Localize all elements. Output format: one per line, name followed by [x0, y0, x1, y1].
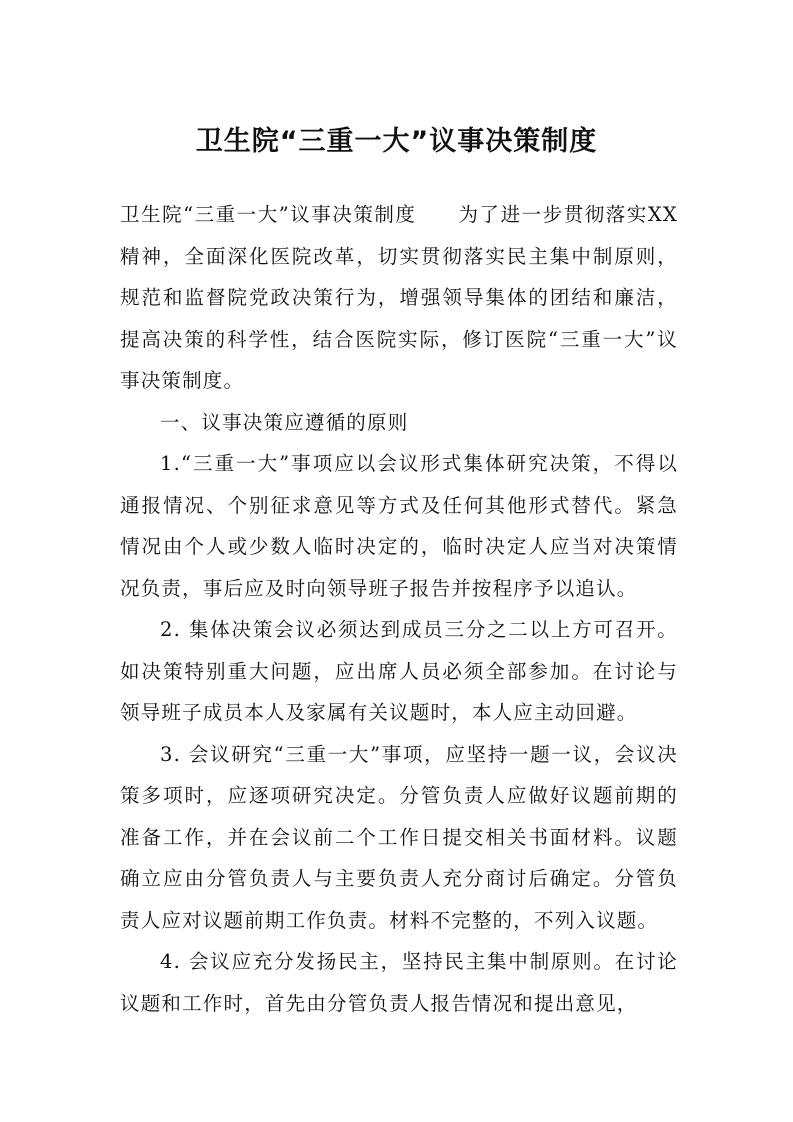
- rule-item-4: 4. 会议应充分发扬民主，坚持民主集中制原则。在讨论议题和工作时，首先由分管负责人报告情况和提出意见，: [120, 950, 678, 1015]
- rule-item-2: 2. 集体决策会议必须达到成员三分之二以上方可召开。如决策特别重大问题，应出席人员必须全部参加。在讨论与领导班子成员本人及家属有关议题时，本人应主动回避。: [120, 618, 678, 724]
- document-body: [120, 194, 678, 1024]
- rule-item-3: 3. 会议研究“三重一大”事项，应坚持一题一议，会议决策多项时，应逐项研究决定。分管负责人应做好议题前期的准备工作，并在会议前二个工作日提交相关书面材料。议题确立应由分管负责人与主要负责人充分商讨后确定。分管负责人应对议题前期工作负责。材料不完整的，不列入议题。: [120, 742, 678, 932]
- rule-item-1: 1.“三重一大”事项应以会议形式集体研究决策，不得以通报情况、个别征求意见等方式及任何其他形式替代。紧急情况由个人或少数人临时决定的，临时决定人应当对决策情况负责，事后应及时向领导班子报告并按程序予以追认。: [120, 452, 678, 600]
- section-heading: 一、议事决策应遵循的原则: [160, 410, 409, 434]
- intro-paragraph: 卫生院“三重一大”议事决策制度 为了进一步贯彻落实XX精神，全面深化医院改革，切实贯彻落实民主集中制原则，规范和监督院党政决策行为，增强领导集体的团结和廉洁，提高决策的科学性，结合医院实际，修订医院“三重一大”议事决策制度。: [120, 203, 678, 392]
- document-title: 卫生院“三重一大”议事决策制度: [195, 126, 598, 157]
